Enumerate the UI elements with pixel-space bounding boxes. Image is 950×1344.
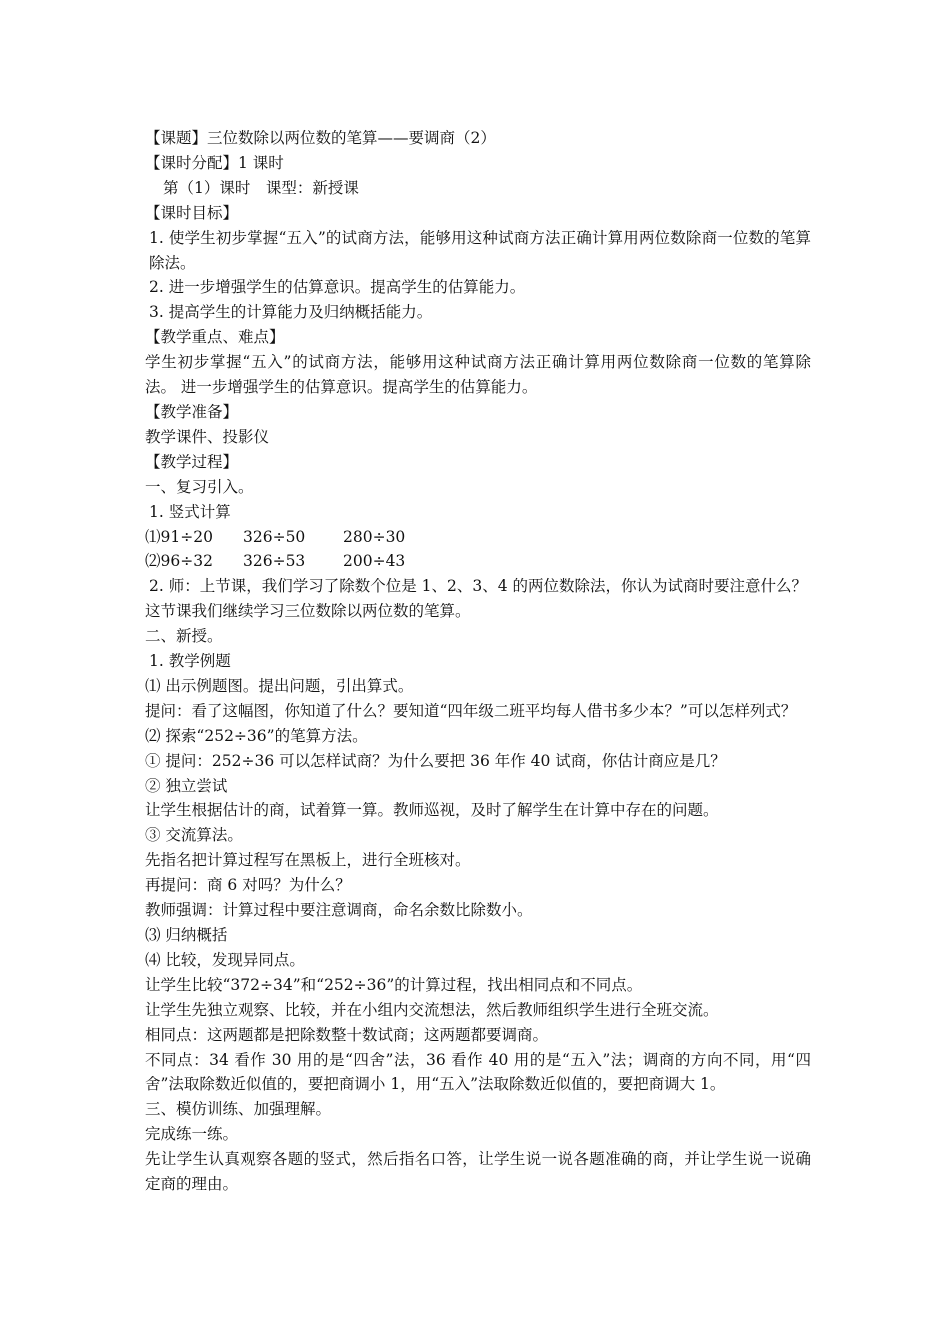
goal-2: 2. 进一步增强学生的估算意识。提高学生的估算能力。 <box>149 278 526 297</box>
exercise-item: 326÷50 <box>243 527 306 546</box>
review-transition: 这节课我们继续学习三位数除以两位数的笔算。 <box>145 602 471 621</box>
section-review: 一、复习引入。 <box>145 477 254 496</box>
review-question: 2. 师：上节课，我们学习了除数个位是 1、2、3、4 的两位数除法，你认为试商时要注意什么？ <box>149 577 808 596</box>
step-4-text-b: 让学生先独立观察、比较，并在小组内交流想法，然后教师组织学生进行全班交流。 <box>145 1000 719 1019</box>
exercise-item: 326÷53 <box>243 552 306 571</box>
exercise-row <box>145 549 811 574</box>
exercise-item: 280÷30 <box>343 527 406 546</box>
exercise-item: ⑵96÷32 <box>145 552 213 571</box>
vertical-calc-heading: 1. 竖式计算 <box>149 502 231 521</box>
key-points-heading: 【教学重点、难点】 <box>145 328 285 347</box>
section-new-lesson: 二、新授。 <box>145 627 223 646</box>
document-page <box>145 126 811 1197</box>
lesson-title: 【课题】三位数除以两位数的笔算——要调商（2） <box>145 129 496 147</box>
step-3: ⑶ 归纳概括 <box>145 926 228 944</box>
substep-1: ① 提问：252÷36 可以怎样试商？为什么要把 36 年作 40 试商，你估计商应是几？ <box>145 751 726 770</box>
process-heading: 【教学过程】 <box>145 452 239 471</box>
step-4-similarity: 相同点：这两题都是把除数整十数试商；这两题都要调商。 <box>145 1025 549 1044</box>
key-points-text: 学生初步掌握“五入”的试商方法，能够用这种试商方法正确计算用两位数除商一位数的笔算除法。 进一步增强学生的估算意识。提高学生的估算能力。 <box>145 353 811 397</box>
goals-heading: 【课时目标】 <box>145 203 239 222</box>
practice-instructions: 先让学生认真观察各题的竖式，然后指名口答，让学生说一说各题准确的商，并让学生说一说确定商的理由。 <box>145 1150 811 1194</box>
substep-3: ③ 交流算法。 <box>145 826 243 845</box>
exercise-row <box>145 525 811 550</box>
lesson-type: 第（1）课时 课型：新授课 <box>163 178 359 197</box>
preparation-heading: 【教学准备】 <box>145 402 239 421</box>
substep-3-text-c: 教师强调：计算过程中要注意调商，命名余数比除数小。 <box>145 901 533 920</box>
practice-task: 完成练一练。 <box>145 1125 239 1144</box>
period-allocation: 【课时分配】1 课时 <box>145 153 284 172</box>
preparation-text: 教学课件、投影仪 <box>145 427 270 446</box>
step-1-question: 提问：看了这幅图，你知道了什么？要知道“四年级二班平均每人借书多少本？”可以怎样列式？ <box>145 701 797 720</box>
step-4-text-a: 让学生比较“372÷34”和“252÷36”的计算过程，找出相同点和不同点。 <box>145 975 643 994</box>
substep-3-text-b: 再提问：商 6 对吗？为什么？ <box>145 876 351 895</box>
step-4: ⑷ 比较，发现异同点。 <box>145 950 305 969</box>
substep-2: ② 独立尝试 <box>145 776 228 795</box>
step-1: ⑴ 出示例题图。提出问题，引出算式。 <box>145 676 414 695</box>
substep-3-text-a: 先指名把计算过程写在黑板上，进行全班核对。 <box>145 851 471 870</box>
substep-2-text: 让学生根据估计的商，试着算一算。教师巡视，及时了解学生在计算中存在的问题。 <box>145 801 719 820</box>
exercise-item: ⑴91÷20 <box>145 527 213 546</box>
goal-3: 3. 提高学生的计算能力及归纳概括能力。 <box>149 303 433 322</box>
goal-1: 1. 使学生初步掌握“五入”的试商方法，能够用这种试商方法正确计算用两位数除商一位数的笔算除法。 <box>149 228 811 272</box>
section-practice: 三、模仿训练、加强理解。 <box>145 1100 332 1119</box>
example-heading: 1. 教学例题 <box>149 652 231 671</box>
exercise-item: 200÷43 <box>343 552 406 571</box>
step-2: ⑵ 探索“252÷36”的笔算方法。 <box>145 726 368 745</box>
step-4-difference: 不同点：34 看作 30 用的是“四舍”法，36 看作 40 用的是“五入”法；调商的方向不同，用“四舍”法取除数近似值的，要把商调小 1，用“五入”法取除数近似值的，要把商调大 1。 <box>145 1050 811 1094</box>
